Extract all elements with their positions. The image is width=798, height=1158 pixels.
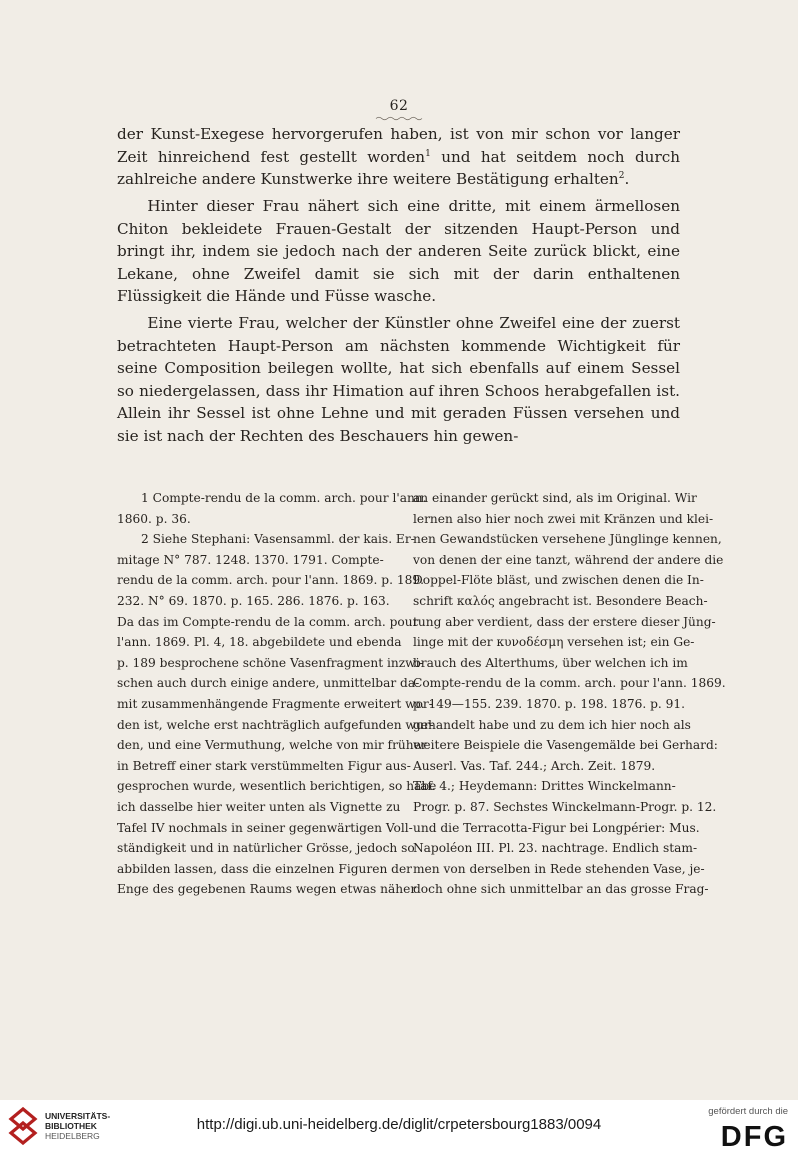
footnotes-right-column <box>413 488 726 900</box>
footnote-line: Da das im Compte-rendu de la comm. arch. pour <box>117 614 419 629</box>
footnote-line: von denen der eine tanzt, während der andere die <box>413 552 724 567</box>
footer-band <box>0 1100 798 1158</box>
footnote-line: 2 Siehe Stephani: Vasensamml. der kais. Er- <box>141 532 415 547</box>
paragraph-text: Eine vierte Frau, welcher der Künstler ohne Zweifel eine der zuerst betrachteten Haupt-Person am nächsten kommende Wichtigkeit für seine Composition beilegen wollte, hat sich ebenfalls auf einem Sessel so niedergelassen, dass ihr Himation auf ihren Schoos herabgefallen ist. Allein ihr Sessel ist ohne Lehne und mit geraden Füssen versehen und sie ist nach der Rechten des Beschauers hin gewen- <box>117 314 680 445</box>
footnote-line: rendu de la comm. arch. pour l'ann. 1869. p. 189. <box>117 573 424 588</box>
paragraph <box>117 123 680 191</box>
page-number: 62 <box>389 98 409 114</box>
footnotes-left-column <box>117 488 437 900</box>
library-name-line-2: BIBLIOTHEK <box>45 1120 97 1131</box>
footnote-line: 1860. p. 36. <box>117 511 191 526</box>
footnote-line: men von derselben in Rede stehenden Vase, je- <box>413 861 705 876</box>
footnote-line: schen auch durch einige andere, unmittelbar da- <box>117 676 420 691</box>
footnote-line: Taf. 4.; Heydemann: Drittes Winckelmann- <box>413 779 676 794</box>
footnote-line: schrift καλός angebracht ist. Besondere Beach- <box>413 593 708 608</box>
paragraph <box>117 312 680 447</box>
dfg-logo-icon: DFG <box>720 1121 788 1153</box>
footnote-line: den ist, welche erst nachträglich aufgefunden wur- <box>117 717 434 732</box>
footnote-line: abbilden lassen, dass die einzelnen Figuren der <box>117 861 413 876</box>
paragraph <box>117 195 680 308</box>
footnote-line: tung aber verdient, dass der erstere dieser Jüng- <box>413 614 716 629</box>
footnote-marker: 2 <box>618 170 625 181</box>
footnote-line: Auserl. Vas. Taf. 244.; Arch. Zeit. 1879. <box>413 758 656 773</box>
footnote-line: 232. N° 69. 1870. p. 165. 286. 1876. p. 163. <box>117 593 390 608</box>
paragraph-text: und hat seitdem noch durch zahlreiche andere Kunstwerke ihre weitere Bestätigung erhalten <box>117 147 680 188</box>
footnote-line: Tafel IV nochmals in seiner gegenwärtigen Voll- <box>117 820 413 835</box>
footnote-line: l'ann. 1869. Pl. 4, 18. abgebildete und ebenda <box>117 635 402 650</box>
library-name-line-3: HEIDELBERG <box>45 1130 100 1141</box>
funder-label: gefördert durch die <box>708 1106 788 1117</box>
footnote-line: ständigkeit und in natürlicher Grösse, jedoch so <box>117 841 415 856</box>
footnote-line: ich dasselbe hier weiter unten als Vignette zu <box>117 799 401 814</box>
footnote-line: Enge des gegebenen Raums wegen etwas näher <box>117 882 417 897</box>
footnote-line: gesprochen wurde, wesentlich berichtigen, so habe <box>117 779 437 794</box>
main-text <box>117 123 680 447</box>
paragraph-text: . <box>624 170 630 188</box>
footnote-line: mitage N° 787. 1248. 1370. 1791. Compte- <box>117 552 384 567</box>
footnote-line: Progr. p. 87. Sechstes Winckelmann-Progr. p. 12. <box>413 799 717 814</box>
footnote-line: mit zusammenhängende Fragmente erweitert wor- <box>117 696 433 711</box>
footnote-marker: 1 <box>425 148 431 159</box>
footnote-line: brauch des Alterthums, über welchen ich im <box>413 655 688 670</box>
source-url-link[interactable]: http://digi.ub.uni-heidelberg.de/diglit/crpetersbourg1883/0094 <box>196 1116 602 1133</box>
footnote-line: nen Gewandstücken versehene Jünglinge kennen, <box>413 532 722 547</box>
footnote-line: Compte-rendu de la comm. arch. pour l'ann. 1869. <box>413 676 726 691</box>
footnote-line: an einander gerückt sind, als im Original. Wir <box>413 491 697 505</box>
page-number-ornament <box>376 116 422 121</box>
footnote-line: in Betreff einer stark verstümmelten Figur aus- <box>117 758 411 773</box>
library-name-line-1: UNIVERSITÄTS- <box>45 1111 111 1121</box>
footnote-line: Doppel-Flöte bläst, und zwischen denen die In- <box>413 573 704 588</box>
footnote-line: den, und eine Vermuthung, welche von mir früher <box>117 738 427 753</box>
footnote-line: 1 Compte-rendu de la comm. arch. pour l'ann. <box>141 491 427 505</box>
footnote-line: linge mit der κυνοδέσμη versehen ist; ein Ge- <box>413 635 695 650</box>
paragraph-text: Hinter dieser Frau nähert sich eine dritte, mit einem ärmellosen Chiton bekleidete Frauen-Gestalt der sitzenden Haupt-Person und bringt ihr, indem sie jedoch nach der anderen Seite zurück blickt, eine Lekane, ohne Zweifel damit sie sich mit der darin enthaltenen Flüssigkeit die Hände und Füsse wasche. <box>117 197 680 305</box>
footnote-line: gehandelt habe und zu dem ich hier noch als <box>413 717 691 732</box>
footnote-line: lernen also hier noch zwei mit Kränzen und klei- <box>413 511 714 526</box>
footnote-line: p. 189 besprochene schöne Vasenfragment inzwi- <box>117 655 424 670</box>
footnote-line: weitere Beispiele die Vasengemälde bei Gerhard: <box>413 738 718 753</box>
footnote-line: Napoléon III. Pl. 23. nachtrage. Endlich stam- <box>413 841 698 856</box>
footnote-line: p. 149—155. 239. 1870. p. 198. 1876. p. 91. <box>413 696 686 711</box>
footnote-line: und die Terracotta-Figur bei Longpérier: Mus. <box>413 820 700 835</box>
paragraph-text: der Kunst-Exegese hervorgerufen haben, ist von mir schon vor langer Zeit hinreichend fest gestellt worden <box>117 125 680 166</box>
footnote-line: doch ohne sich unmittelbar an das grosse Frag- <box>413 882 709 897</box>
